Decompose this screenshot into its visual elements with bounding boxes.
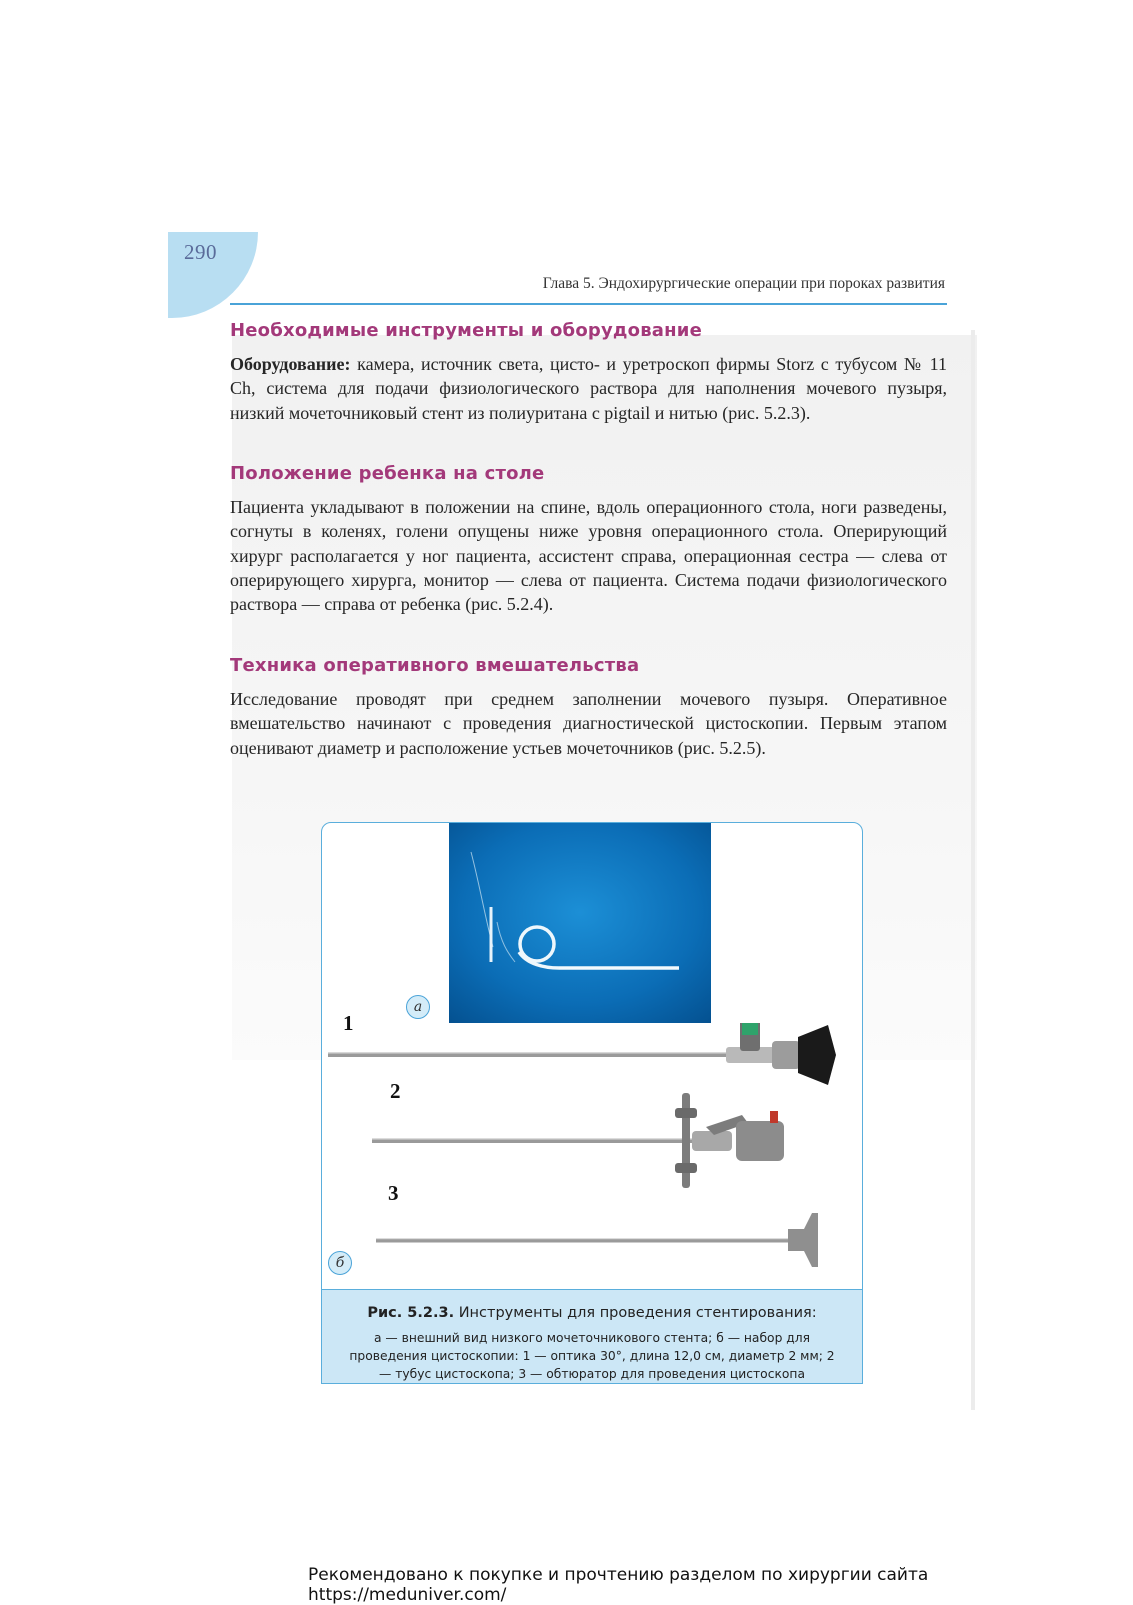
cystoscopy-instruments — [322, 1023, 862, 1293]
paragraph-technique: Исследование проводят при среднем заполнении мочевого пузыря. Оперативное вмешательство начинают с проведения диагностической цистоскопии. Первым этапом оценивают диаметр и расположение устьев мочеточников (рис. 5.2.5). — [230, 689, 947, 758]
caption-title — [322, 1305, 862, 1321]
running-head: Глава 5. Эндохирургические операции при пороках развития — [542, 275, 945, 292]
header-rule — [230, 303, 947, 305]
telescope-optic-image — [328, 1023, 836, 1085]
instrument-number-2: 2 — [390, 1079, 401, 1103]
instrument-number-3: 3 — [388, 1181, 399, 1205]
equipment-text: камера, источник света, цисто- и уретроскоп фирмы Storz с тубусом № 11 Ch, система для подачи физиологического раствора для наполнения мочевого пузыря, низкий мочеточниковый стент из полиуритана с pigtail и нитью (рис. 5.2.3). — [230, 354, 947, 423]
instrument-number-1: 1 — [343, 1011, 354, 1035]
section-heading-instruments: Необходимые инструменты и оборудование — [230, 320, 702, 341]
footer-recommendation: Рекомендовано к покупке и прочтению разделом по хирургии сайта https://meduniver.com/ — [308, 1565, 929, 1605]
panel-label-b: б — [328, 1251, 352, 1275]
figure-5-2-3 — [321, 822, 863, 1384]
caption-title-text: Инструменты для проведения стентирования: — [454, 1305, 817, 1321]
page-number: 290 — [184, 240, 217, 264]
paragraph-position: Пациента укладывают в положении на спине, вдоль операционного стола, ноги разведены, согнуты в коленях, голени опущены ниже уровня операционного стола. Оперирующий хирург располагается у ног пациента, ассистент справа, операционная сестра — слева от оперирующего хирурга, монитор — слева от пациента. Система подачи физиологического раствора — справа от ребенка (рис. 5.2.4). — [230, 497, 947, 615]
caption-number: Рис. 5.2.3. — [367, 1305, 455, 1321]
page-edge-shadow — [971, 330, 975, 1410]
equipment-lead: Оборудование: — [230, 354, 351, 374]
section-heading-technique: Техника оперативного вмешательства — [230, 655, 640, 676]
figure-caption — [322, 1289, 862, 1384]
caption-body: а — внешний вид низкого мочеточникового стента; б — набор для проведения цистоскопии: 1 — оптика 30°, длина 12,0 см, диаметр 2 мм; 2 — тубус цистоскопа; 3 — обтюратор для проведения цистоскопа — [349, 1331, 835, 1381]
section-heading-position: Положение ребенка на столе — [230, 463, 545, 484]
cystoscope-sheath-image — [372, 1093, 784, 1188]
panel-label-a: а — [406, 995, 430, 1019]
stent-photo — [449, 822, 711, 1023]
obturator-image — [376, 1213, 818, 1267]
paragraph-equipment — [230, 352, 947, 425]
